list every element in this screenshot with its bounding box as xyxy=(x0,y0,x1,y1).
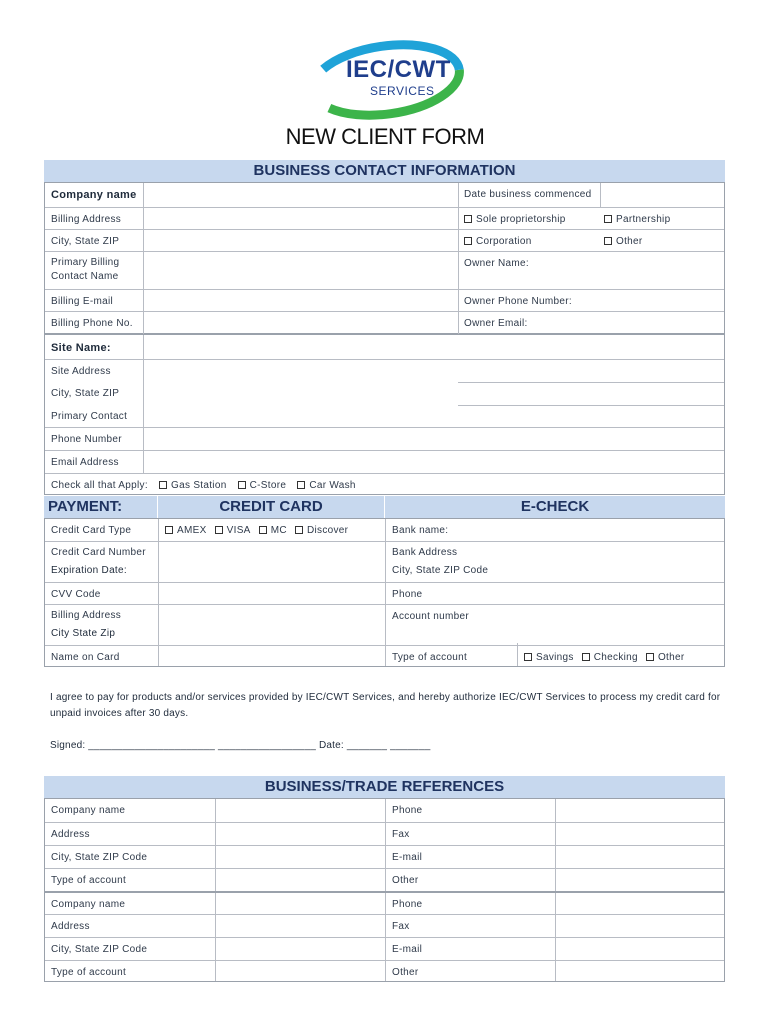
discover-option[interactable]: Discover xyxy=(295,525,348,536)
checkbox-icon xyxy=(259,526,267,534)
expiration-date-label: Expiration Date: xyxy=(51,565,127,576)
billing-address-field[interactable] xyxy=(144,208,458,229)
partnership-option[interactable]: Partnership xyxy=(598,208,670,229)
payment-header: PAYMENT: xyxy=(44,496,157,518)
checkbox-icon xyxy=(165,526,173,534)
checkbox-icon xyxy=(464,237,472,245)
billing-address-label: Billing Address xyxy=(51,214,122,225)
cvv-code-field[interactable] xyxy=(159,583,385,604)
checkbox-icon xyxy=(159,481,167,489)
reference-left-field[interactable] xyxy=(216,961,385,983)
cvv-code-label: CVV Code xyxy=(51,589,101,600)
reference-right-label: Phone xyxy=(392,899,423,910)
billing-phone-field[interactable] xyxy=(144,312,458,335)
site-address-label: Site Address xyxy=(51,366,111,377)
card-billing-address-field[interactable] xyxy=(159,605,385,645)
company-name-label: Company name xyxy=(51,189,137,201)
checkbox-icon xyxy=(215,526,223,534)
table-row xyxy=(45,822,724,845)
site-city-state-zip-label: City, State ZIP xyxy=(51,388,120,399)
bank-address-label: Bank Address xyxy=(392,547,458,558)
reference-left-field[interactable] xyxy=(216,869,385,891)
payment-table xyxy=(44,518,725,667)
bank-name-label: Bank name: xyxy=(392,525,449,536)
table-row xyxy=(45,937,724,960)
card-billing-address-group xyxy=(45,605,121,645)
reference-right-field[interactable] xyxy=(556,869,724,891)
billing-email-field[interactable] xyxy=(144,290,458,311)
date-commenced-label: Date business commenced xyxy=(464,189,592,200)
reference-right-field[interactable] xyxy=(556,893,724,914)
table-row xyxy=(45,960,724,983)
reference-left-label: Type of account xyxy=(51,967,127,978)
reference-right-label: Other xyxy=(392,967,419,978)
site-address-field[interactable] xyxy=(144,360,724,382)
checkbox-icon xyxy=(238,481,246,489)
reference-left-label: Address xyxy=(51,921,90,932)
phone-label: Phone xyxy=(392,589,423,600)
site-name-label: Site Name: xyxy=(51,342,111,354)
phone-number-field[interactable] xyxy=(144,428,724,450)
site-table xyxy=(44,334,725,495)
reference-left-field[interactable] xyxy=(216,893,385,914)
company-name-field[interactable] xyxy=(144,183,458,207)
card-billing-address-label: Billing Address xyxy=(51,610,122,621)
table-row xyxy=(45,868,724,891)
table-row xyxy=(45,799,724,822)
mc-option[interactable]: MC xyxy=(259,525,287,536)
credit-card-number-field[interactable] xyxy=(159,542,385,582)
reference-right-label: Fax xyxy=(392,921,410,932)
checkbox-icon xyxy=(464,215,472,223)
city-state-zip-field[interactable] xyxy=(144,230,458,251)
owner-phone-label: Owner Phone Number: xyxy=(464,296,572,307)
amex-option[interactable]: AMEX xyxy=(165,525,207,536)
date-commenced-field[interactable] xyxy=(601,183,725,207)
business-contact-header: BUSINESS CONTACT INFORMATION xyxy=(44,160,725,182)
reference-left-label: Company name xyxy=(51,805,126,816)
reference-right-field[interactable] xyxy=(556,823,724,845)
checkbox-icon xyxy=(646,653,654,661)
checkbox-icon xyxy=(524,653,532,661)
reference-left-label: City, State ZIP Code xyxy=(51,944,148,955)
other-entity-option[interactable]: Other xyxy=(598,230,643,251)
reference-left-label: Type of account xyxy=(51,875,127,886)
email-address-label: Email Address xyxy=(51,457,119,468)
site-city-state-zip-field[interactable] xyxy=(144,382,724,405)
reference-right-label: E-mail xyxy=(392,852,423,863)
reference-right-label: Other xyxy=(392,875,419,886)
reference-left-field[interactable] xyxy=(216,915,385,937)
agreement-text: I agree to pay for products and/or services provided by IEC/CWT Services, and hereby authorize IEC/CWT Services to process my credit card for unpaid invoices after 30 days. xyxy=(50,692,721,719)
reference-left-label: City, State ZIP Code xyxy=(51,852,148,863)
corporation-option[interactable]: Corporation xyxy=(458,230,532,251)
reference-left-field[interactable] xyxy=(216,938,385,960)
name-on-card-label: Name on Card xyxy=(51,652,120,663)
reference-right-field[interactable] xyxy=(556,915,724,937)
reference-right-field[interactable] xyxy=(556,938,724,960)
email-address-field[interactable] xyxy=(144,451,724,473)
echeck-header: E-CHECK xyxy=(385,496,725,518)
owner-name-label: Owner Name: xyxy=(464,258,529,269)
site-name-field[interactable] xyxy=(144,335,724,359)
reference-right-field[interactable] xyxy=(556,961,724,983)
owner-email-label: Owner Email: xyxy=(464,318,528,329)
primary-contact-field[interactable] xyxy=(144,405,724,427)
city-state-zip-label: City, State ZIP xyxy=(51,236,120,247)
checking-option[interactable]: Checking xyxy=(582,652,638,663)
signature-line: Signed: ______________________ _________________ Date: _______ _______ xyxy=(50,740,431,751)
reference-left-label: Company name xyxy=(51,899,126,910)
logo-subtext: SERVICES xyxy=(370,84,435,98)
credit-card-header: CREDIT CARD xyxy=(158,496,384,518)
bank-address-group xyxy=(386,542,488,582)
reference-right-field[interactable] xyxy=(556,846,724,868)
company-logo xyxy=(306,36,466,124)
table-row xyxy=(45,845,724,868)
table-row xyxy=(45,914,724,937)
car-wash-option[interactable]: Car Wash xyxy=(297,480,355,491)
type-of-account-label: Type of account xyxy=(392,652,468,663)
billing-email-label: Billing E-mail xyxy=(51,296,113,307)
billing-phone-label: Billing Phone No. xyxy=(51,318,133,329)
primary-contact-label: Primary Contact xyxy=(51,411,128,422)
gas-station-option[interactable]: Gas Station xyxy=(159,480,227,491)
c-store-option[interactable]: C-Store xyxy=(238,480,287,491)
reference-right-label: Phone xyxy=(392,805,423,816)
credit-card-number-group xyxy=(45,542,146,582)
checkbox-icon xyxy=(295,526,303,534)
savings-option[interactable]: Savings xyxy=(524,652,574,663)
credit-card-type-label: Credit Card Type xyxy=(51,525,132,536)
name-on-card-field[interactable] xyxy=(159,646,385,668)
account-type-options xyxy=(518,646,692,668)
logo-text: IEC/CWT xyxy=(346,56,451,83)
phone-number-label: Phone Number xyxy=(51,434,122,445)
checkbox-icon xyxy=(582,653,590,661)
reference-right-label: Fax xyxy=(392,829,410,840)
bank-city-label: City, State ZIP Code xyxy=(392,565,489,576)
form-title: NEW CLIENT FORM xyxy=(285,124,485,149)
card-type-options xyxy=(159,519,356,541)
reference-right-label: E-mail xyxy=(392,944,423,955)
checkbox-icon xyxy=(604,215,612,223)
checkbox-icon xyxy=(297,481,305,489)
other-account-option[interactable]: Other xyxy=(646,652,685,663)
credit-card-number-label: Credit Card Number xyxy=(51,547,146,558)
reference-left-label: Address xyxy=(51,829,90,840)
card-city-state-zip-label: City State Zip xyxy=(51,628,116,639)
account-number-label: Account number xyxy=(392,611,470,622)
sole-proprietorship-option[interactable]: Sole proprietorship xyxy=(458,208,566,229)
references-header: BUSINESS/TRADE REFERENCES xyxy=(44,776,725,798)
table-row xyxy=(45,891,724,914)
primary-billing-contact-label: Primary Billing Contact Name xyxy=(51,257,120,282)
primary-billing-contact-field[interactable] xyxy=(144,252,458,289)
visa-option[interactable]: VISA xyxy=(215,525,251,536)
reference-left-field[interactable] xyxy=(216,846,385,868)
checkbox-icon xyxy=(604,237,612,245)
business-contact-table xyxy=(44,182,725,334)
check-all-that-apply-row: Check all that Apply: Gas Station C-Store Car Wash xyxy=(51,480,356,491)
reference-left-field[interactable] xyxy=(216,799,385,822)
reference-right-field[interactable] xyxy=(556,799,724,822)
references-table xyxy=(44,798,725,982)
reference-left-field[interactable] xyxy=(216,823,385,845)
